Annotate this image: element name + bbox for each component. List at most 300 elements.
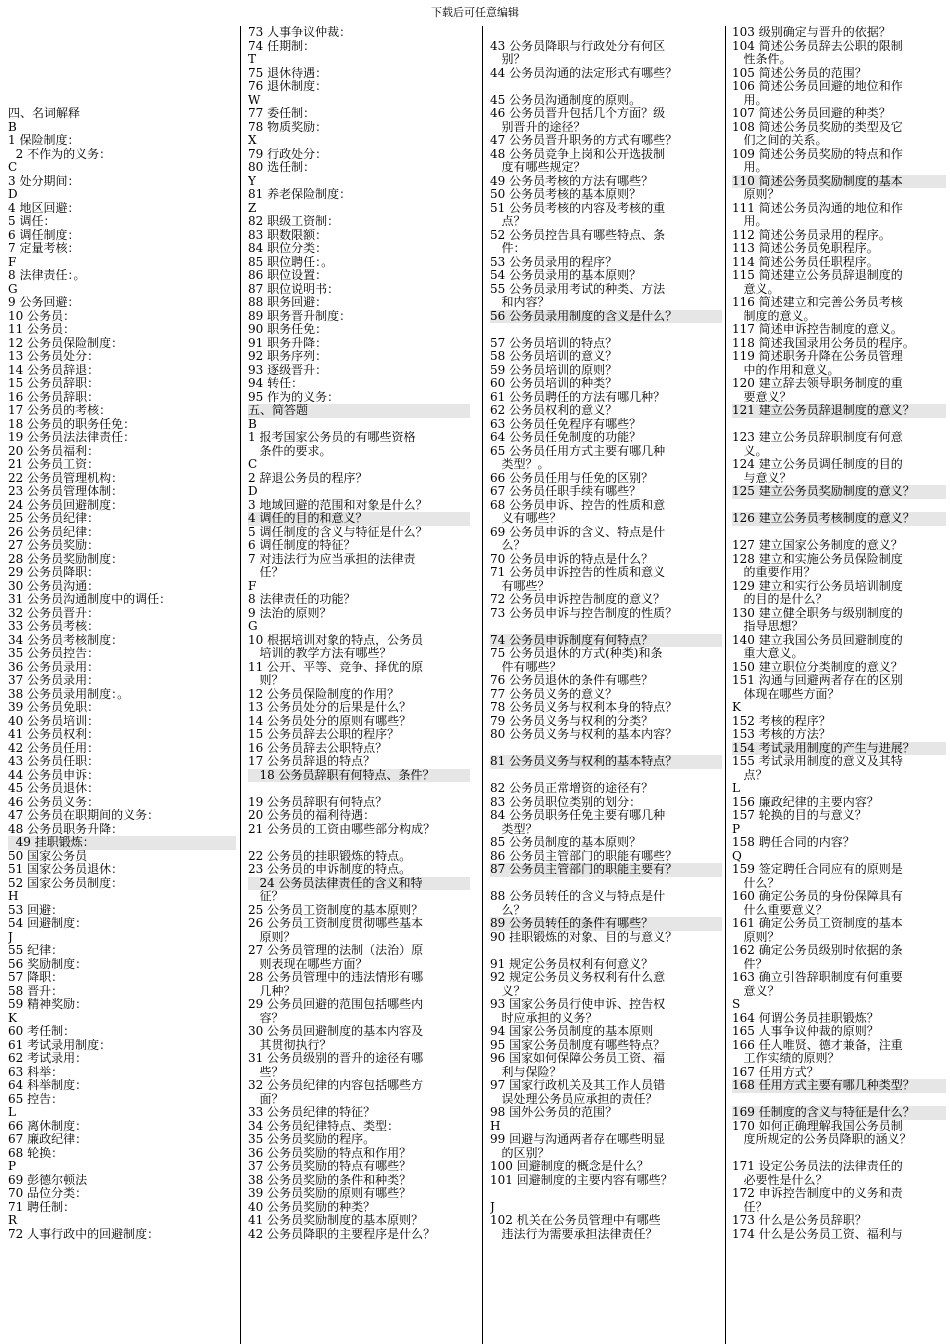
list-item: 16 公务员辞去公职特点？	[248, 741, 388, 755]
section-letter: H	[490, 1119, 501, 1133]
list-item: 原则？	[732, 930, 780, 944]
list-item: 误处理公务员应承担的责任？	[490, 1092, 658, 1106]
list-item: 83 职数限额：	[248, 228, 328, 242]
list-item: 92 规定公务员义务权利有什么意	[490, 971, 666, 984]
list-item: 53 回避：	[8, 903, 64, 917]
list-item: 9 公务回避：	[8, 296, 80, 309]
list-item: 44 公务员沟通的法定形式有哪些？	[490, 66, 678, 80]
list-item: 47 公务员在职期间的义务：	[8, 809, 160, 822]
list-item: 159 签定聘任合同应有的原则是	[732, 863, 903, 876]
list-item: 49 公务员考核的方法有哪些？	[490, 174, 654, 188]
list-item: 170 如何正确理解我国公务员制	[732, 1119, 903, 1133]
list-item: 任？	[732, 1200, 768, 1214]
list-item: 20 公务员福利：	[8, 444, 100, 458]
list-item: 10 根据培训对象的特点，公务员	[248, 633, 424, 647]
list-item: 60 公务员培训的种类？	[490, 377, 618, 390]
list-item: 70 品位分类：	[8, 1187, 88, 1200]
list-item: 60 考任制：	[8, 1025, 76, 1038]
list-item: 127 建立国家公务制度的意义？	[732, 539, 903, 552]
section-letter: P	[8, 1160, 17, 1173]
list-item: 158 聘任合同的内容？	[732, 836, 855, 849]
list-item: 时应承担的义务？	[490, 1011, 598, 1025]
section-letter: B	[8, 120, 17, 134]
list-item: 有哪些？	[490, 579, 550, 593]
list-item: 与意义？	[732, 471, 792, 485]
list-item: 76 公务员退休的条件有哪些？	[490, 674, 654, 687]
list-item: 6 调任制度：	[8, 228, 80, 242]
list-item: 80 选任制：	[248, 161, 316, 174]
list-item: 76 退休制度：	[248, 80, 328, 93]
list-item: 49 挂职锻炼：	[8, 836, 236, 850]
list-item: 44 公务员申诉：	[8, 768, 100, 782]
list-item: 29 公务员降职：	[8, 566, 100, 579]
list-item: 95 国家公务员制度有哪些特点？	[490, 1038, 666, 1052]
blank-line	[8, 80, 236, 94]
list-item: 90 挂职锻炼的对象、目的与意义？	[490, 930, 678, 944]
list-item: 124 建立公务员调任制度的目的	[732, 458, 903, 471]
section-letter: C	[8, 161, 18, 174]
list-item: 71 公务员申诉控告的性质和意义	[490, 566, 666, 579]
list-item: 102 机关在公务员管理中有哪些	[490, 1214, 661, 1227]
blank-line	[8, 40, 236, 54]
section-letter: K	[732, 701, 741, 714]
list-item: 27 公务员管理的法制（法治）原	[248, 944, 424, 957]
list-item: 79 公务员义务与权利的分类？	[490, 714, 654, 728]
list-item: 55 公务员录用考试的种类、方法	[490, 282, 666, 296]
list-item: 58 公务员培训的意义？	[490, 350, 618, 363]
list-item: 163 确立引咎辞职制度有何重要	[732, 971, 903, 984]
list-item: 52 国家公务员制度：	[8, 876, 124, 890]
list-item: 63 科举：	[8, 1065, 64, 1079]
list-item: 3 地域回避的范围和对象是什么？	[248, 498, 428, 512]
list-item: 67 廉政纪律：	[8, 1133, 88, 1146]
list-item: 26 公务员纪律：	[8, 525, 100, 539]
list-item: 38 公务员录用制度：。	[8, 687, 130, 701]
list-item: 件？	[732, 957, 768, 971]
list-item: 则表现在哪些方面？	[248, 957, 368, 971]
list-item: 174 什么是公务员工资、福利与	[732, 1227, 903, 1241]
list-item: 23 公务员的申诉制度的特点。	[248, 863, 412, 876]
list-item: 93 国家公务员行使申诉、控告权	[490, 998, 666, 1011]
list-item: 点？	[490, 215, 526, 228]
list-item: 71 聘任制：	[8, 1200, 76, 1214]
list-item: 33 公务员考核：	[8, 620, 100, 633]
section-letter: G	[248, 620, 258, 633]
list-item: 103 级别确定与晋升的依据？	[732, 26, 891, 39]
list-item: 99 回避与沟通两者存在哪些明显	[490, 1133, 666, 1146]
list-item: 85 公务员制度的基本原则？	[490, 836, 642, 849]
list-item: 重大意义。	[732, 647, 804, 660]
list-item: 75 退休待遇：	[248, 66, 328, 80]
section-letter: X	[248, 134, 257, 147]
list-item: 61 公务员聘任的方法有哪几种？	[490, 390, 666, 404]
list-item: 别晋升的途径？	[490, 120, 586, 134]
section-letter: G	[8, 282, 18, 296]
list-item: 56 公务员录用制度的含义是什么？	[490, 310, 722, 324]
list-item: 119 简述职务升降在公务员管理	[732, 350, 903, 363]
list-item: 97 国家行政机关及其工作人员错	[490, 1079, 666, 1092]
list-item: 128 建立和实施公务员保险制度	[732, 552, 903, 566]
list-item: 69 公务员申诉的含义、特点是什	[490, 525, 666, 539]
list-item: 8 法律责任：。	[8, 269, 86, 282]
list-item: 91 职务升降：	[248, 336, 328, 350]
list-item: 意义？	[732, 984, 780, 998]
list-item: 31 公务员沟通制度中的调任：	[8, 593, 172, 606]
list-item: 原则？	[248, 930, 296, 944]
list-item: 47 公务员晋升职务的方式有哪些？	[490, 134, 678, 147]
list-item: 66 公务员任用与任免的区别？	[490, 471, 654, 485]
list-item: 们之间的关系。	[732, 134, 828, 147]
list-item: 94 国家公务员制度的基本原则	[490, 1025, 654, 1038]
list-item: 用。	[732, 93, 768, 107]
list-item: 的目的是什么？	[732, 593, 828, 606]
blank-line	[490, 1187, 722, 1201]
list-item: 169 任制度的含义与特征是什么？	[732, 1106, 946, 1120]
blank-line	[490, 944, 722, 958]
list-item: 原则？	[732, 188, 780, 201]
list-item: 54 回避制度：	[8, 917, 88, 930]
blank-line	[8, 53, 236, 67]
list-item: 违法行为需要承担法律责任？	[490, 1227, 658, 1241]
list-item: 37 公务员录用：	[8, 674, 100, 687]
list-item: 35 公务员控告：	[8, 647, 100, 660]
list-item: 义？	[490, 984, 526, 998]
list-item: 19 公务员辞职有何特点？	[248, 795, 388, 809]
list-item: 必要性是什么？	[732, 1173, 828, 1187]
list-item: 45 公务员退休：	[8, 782, 100, 795]
section-letter: D	[8, 188, 18, 201]
list-item: 类型？	[490, 822, 538, 836]
list-item: 82 公务员正常增资的途径有？	[490, 782, 654, 795]
column-divider	[482, 26, 483, 1344]
list-item: 166 任人唯贤、德才兼备，注重	[732, 1038, 903, 1052]
list-item: 43 公务员任职：	[8, 755, 100, 768]
list-item: 40 公务员奖励的种类？	[248, 1200, 376, 1214]
list-item: 101 回避制度的主要内容有哪些？	[490, 1173, 673, 1187]
list-item: 什么重要意义？	[732, 903, 828, 917]
list-item: 91 规定公务员权利有何意义？	[490, 957, 654, 971]
list-item: 33 公务员纪律的特征？	[248, 1106, 376, 1119]
list-item: 172 申诉控告制度中的义务和责	[732, 1187, 903, 1200]
list-item: 50 国家公务员	[8, 849, 88, 863]
list-item: 155 考试录用制度的意义及其特	[732, 755, 903, 768]
list-item: 5 调任：	[8, 215, 56, 228]
list-item: 164 何谓公务员挂职锻炼？	[732, 1011, 879, 1025]
list-item: 什么？	[732, 876, 780, 890]
list-item: 培训的教学方法有哪些？	[248, 647, 392, 660]
section-letter: B	[248, 417, 257, 431]
blank-line	[490, 323, 722, 337]
list-item: 116 简述建立和完善公务员考核	[732, 296, 903, 309]
list-item: 12 公务员保险制度：	[8, 336, 124, 350]
list-item: 162 确定公务员级别时依据的条	[732, 944, 903, 957]
list-item: 114 简述公务员任职程序。	[732, 255, 879, 269]
list-item: 30 公务员沟通：	[8, 579, 100, 593]
blank-line	[8, 67, 236, 81]
list-item: 36 公务员奖励的特点和作用？	[248, 1146, 412, 1160]
list-item: 153 考核的方法？	[732, 728, 831, 741]
list-item: 34 公务员考核制度：	[8, 633, 124, 647]
blank-line	[248, 782, 470, 796]
list-item: 11 公开、平等、竞争、择优的原	[248, 660, 424, 674]
list-item: 51 国家公务员退休：	[8, 863, 124, 876]
list-item: 42 公务员降职的主要程序是什么？	[248, 1227, 436, 1241]
list-item: 53 公务员录用的程序？	[490, 255, 618, 269]
list-item: 74 公务员申诉制度有何特点？	[490, 634, 722, 648]
section-letter: Z	[248, 201, 257, 215]
list-item: 129 建立和实行公务员培训制度	[732, 579, 903, 593]
section-letter: R	[8, 1214, 18, 1227]
blank-line	[490, 26, 722, 40]
column-2	[248, 26, 470, 1241]
list-item: 28 公务员奖励制度：	[8, 552, 124, 566]
list-item: 111 简述公务员沟通的地位和作	[732, 201, 903, 215]
section-letter: K	[8, 1011, 17, 1025]
list-item: 62 考试录用：	[8, 1052, 88, 1065]
list-item: 17 公务员辞退的特点？	[248, 755, 376, 768]
list-item: 79 行政处分：	[248, 147, 328, 161]
list-item: 类型？。	[490, 458, 550, 471]
list-item: 23 公务员管理体制：	[8, 485, 124, 498]
section-letter: Y	[248, 174, 256, 188]
list-item: 59 公务员培训的原则？	[490, 363, 618, 377]
list-item: 109 简述公务员奖励的特点和作	[732, 147, 903, 161]
blank-line	[732, 1147, 946, 1161]
list-item: 条件的要求。	[248, 444, 332, 458]
list-item: 85 职位聘任：。	[248, 255, 334, 269]
blank-line	[732, 1093, 946, 1107]
list-item: 125 建立公务员奖励制度的意义？	[732, 485, 946, 499]
list-item: 么？	[490, 903, 526, 917]
section-letter: H	[8, 890, 19, 903]
list-item: 四、名词解释	[8, 107, 81, 120]
list-item: 24 公务员回避制度：	[8, 498, 124, 512]
list-item: 度有哪些规定？	[490, 161, 586, 174]
list-item: 75 公务员退休的方式(种类)和条	[490, 647, 663, 660]
list-item: 29 公务员回避的范围包括哪些内	[248, 998, 424, 1011]
section-letter: C	[248, 458, 258, 471]
list-item: 几种？	[248, 984, 296, 998]
list-item: 59 精神奖励：	[8, 998, 88, 1011]
list-item: 32 公务员纪律的内容包括哪些方	[248, 1079, 424, 1092]
column-divider	[725, 26, 726, 1344]
section-letter: L	[732, 782, 740, 795]
list-item: 108 简述公务员奖励的类型及它	[732, 120, 903, 134]
list-item: 168 任用方式主要有哪几种类型？	[732, 1079, 946, 1093]
list-item: 37 公务员奖励的特点有哪些？	[248, 1160, 412, 1173]
list-item: 3 处分期间：	[8, 174, 80, 188]
list-item: 体现在哪些方面？	[732, 687, 840, 701]
list-item: 2 不作为的义务：	[8, 147, 112, 161]
list-item: 89 公务员转任的条件有哪些？	[490, 917, 722, 931]
blank-line	[490, 769, 722, 783]
list-item: 62 公务员权利的意义？	[490, 404, 618, 417]
section-letter: S	[732, 998, 741, 1011]
list-item: 容？	[248, 1011, 284, 1025]
list-item: 115 简述建立公务员辞退制度的	[732, 269, 903, 282]
list-item: 22 公务员的挂职锻炼的特点。	[248, 849, 412, 863]
list-item: 87 职位说明书：	[248, 282, 340, 296]
list-item: 107 简述公务员回避的种类？	[732, 107, 891, 120]
list-item: 126 建立公务员考核制度的意义？	[732, 512, 946, 526]
list-item: 167 任用方式？	[732, 1065, 819, 1079]
list-item: 140 建立我国公务员回避制度的	[732, 633, 903, 647]
list-item: 118 简述我国录用公务员的程序。	[732, 336, 915, 350]
list-item: 么？	[490, 539, 526, 552]
list-item: 13 公务员处分：	[8, 350, 100, 363]
list-item: 性条件。	[732, 53, 792, 66]
list-item: 义有哪些？	[490, 512, 562, 525]
list-item: 25 公务员纪律：	[8, 512, 100, 525]
column-1	[8, 26, 236, 1241]
list-item: 21 公务员工资：	[8, 458, 100, 471]
list-item: 58 晋升：	[8, 984, 64, 998]
list-item: 48 公务员职务升降：	[8, 822, 124, 836]
section-letter: W	[248, 93, 261, 107]
section-letter: L	[8, 1106, 16, 1119]
list-item: 28 公务员管理中的违法情形有哪	[248, 971, 424, 984]
list-item: 6 调任制度的特征？	[248, 539, 356, 552]
list-item: 7 对违法行为应当承担的法律责	[248, 552, 416, 566]
section-letter: F	[248, 579, 257, 593]
list-item: 面？	[248, 1092, 284, 1106]
column-divider	[240, 26, 241, 1344]
list-item: 151 沟通与回避两者存在的区别	[732, 674, 903, 687]
list-item: 40 公务员培训：	[8, 714, 100, 728]
list-item: 88 公务员转任的含义与特点是什	[490, 890, 666, 903]
list-item: 112 简述公务员录用的程序。	[732, 228, 891, 242]
list-item: 16 公务员辞职：	[8, 390, 100, 404]
blank-line	[8, 26, 236, 40]
list-item: 度所规定的公务员降职的涵义？	[732, 1133, 912, 1146]
list-item: 77 委任制：	[248, 107, 316, 120]
section-letter: T	[248, 53, 257, 66]
list-item: 154 考试录用制度的产生与进展？	[732, 742, 946, 756]
list-item: 106 简述公务员回避的地位和作	[732, 80, 903, 93]
list-item: 意义。	[732, 282, 780, 296]
list-item: 4 地区回避：	[8, 201, 80, 215]
section-letter: Q	[732, 849, 742, 863]
list-item: 别？	[490, 53, 526, 66]
list-item: 57 公务员培训的特点？	[490, 336, 618, 350]
list-item: 157 轮换的目的与意义？	[732, 809, 867, 822]
list-item: 48 公务员竞争上岗和公开选拔制	[490, 147, 666, 161]
list-item: 7 定量考核：	[8, 242, 80, 255]
list-item: 的重要作用？	[732, 566, 816, 579]
list-item: 17 公务员的考核：	[8, 404, 112, 417]
list-item: 34 公务员纪律特点、类型：	[248, 1119, 400, 1133]
list-item: 39 公务员奖励的原则有哪些？	[248, 1187, 412, 1200]
list-item: 78 物质奖励：	[248, 120, 328, 134]
list-item: 171 设定公务员法的法律责任的	[732, 1160, 903, 1173]
list-item: 104 简述公务员辞去公职的限制	[732, 39, 903, 53]
blank-line	[490, 620, 722, 634]
list-item: 81 公务员义务与权利的基本特点？	[490, 755, 722, 769]
list-item: 84 公务员职务任免主要有哪几种	[490, 809, 666, 822]
list-item: 18 公务员的职务任免：	[8, 417, 136, 431]
list-item: 14 公务员辞退：	[8, 363, 100, 377]
section-letter: J	[490, 1200, 495, 1214]
list-item: 74 任期制：	[248, 39, 316, 53]
list-item: 72 公务员申诉控告制度的意义？	[490, 593, 666, 606]
list-item: 件：	[490, 242, 526, 255]
list-item: 1 报考国家公务员的有哪些资格	[248, 431, 416, 444]
list-item: 要意义？	[732, 390, 792, 404]
list-item: 161 确定公务员工资制度的基本	[732, 917, 903, 930]
blank-line	[732, 418, 946, 432]
section-letter: J	[8, 930, 13, 944]
list-item: 30 公务员回避制度的基本内容及	[248, 1025, 424, 1038]
list-item: 96 国家如何保障公务员工资、福	[490, 1052, 666, 1065]
list-item: 93 逐级晋升：	[248, 363, 328, 377]
list-item: 64 科举制度：	[8, 1079, 88, 1092]
list-item: 15 公务员辞去公职的程序？	[248, 728, 400, 741]
list-item: 件有哪些？	[490, 660, 562, 674]
list-item: 的区别？	[490, 1146, 550, 1160]
list-item: 35 公务员奖励的程序。	[248, 1133, 376, 1146]
list-item: 征？	[248, 890, 284, 903]
list-item: 120 建立辞去领导职务制度的重	[732, 377, 903, 390]
list-item: 165 人事争议仲裁的原则？	[732, 1025, 879, 1038]
list-item: 67 公务员任职手续有哪些？	[490, 485, 642, 498]
blank-line	[490, 80, 722, 94]
list-item: 56 奖励制度：	[8, 957, 88, 971]
list-item: 41 公务员权利：	[8, 728, 100, 741]
column-3	[490, 26, 722, 1241]
list-item: 26 公务员工资制度贯彻哪些基本	[248, 917, 424, 930]
list-item: 81 养老保险制度：	[248, 188, 352, 201]
list-item: 77 公务员义务的意义？	[490, 687, 618, 701]
list-item: 五、简答题	[248, 404, 470, 418]
list-item: 21 公务员的工资由哪些部分构成？	[248, 822, 436, 836]
list-item: 73 人事争议仲裁：	[248, 26, 352, 39]
list-item: 61 考试录用制度：	[8, 1038, 112, 1052]
list-item: 121 建立公务员辞退制度的意义？	[732, 404, 946, 418]
list-item: 11 公务员：	[8, 323, 76, 336]
list-item: 8 法律责任的功能？	[248, 593, 356, 606]
list-item: 用。	[732, 215, 768, 228]
blank-line	[732, 499, 946, 513]
list-item: 55 纪律：	[8, 944, 64, 957]
list-item: 制度的意义。	[732, 309, 816, 323]
list-item: 则？	[248, 674, 284, 687]
list-item: 中的作用和意义。	[732, 363, 840, 377]
list-item: 52 公务员控告具有哪些特点、条	[490, 228, 666, 242]
blank-line	[732, 526, 946, 540]
list-item: 42 公务员任用：	[8, 741, 100, 755]
list-item: 其贯彻执行？	[248, 1038, 332, 1052]
list-item: 任？	[248, 566, 284, 579]
list-item: 83 公务员职位类别的划分：	[490, 795, 642, 809]
list-item: 点？	[732, 768, 768, 782]
list-item: 些？	[248, 1065, 284, 1079]
list-item: 38 公务员奖励的条件和种类？	[248, 1173, 412, 1187]
blank-line	[490, 742, 722, 756]
blank-line	[8, 94, 236, 108]
list-item: 2 辞退公务员的程序？	[248, 471, 368, 485]
list-item: 64 公务员任免制度的功能？	[490, 431, 642, 444]
list-item: 13 公务员处分的后果是什么？	[248, 701, 412, 714]
list-item: 160 确定公务员的身份保障具有	[732, 890, 903, 903]
list-item: 123 建立公务员辞职制度有何意	[732, 431, 903, 444]
list-item: 70 公务员申诉的特点是什么？	[490, 552, 654, 566]
list-item: 5 调任制度的含义与特征是什么？	[248, 525, 428, 539]
list-item: 41 公务员奖励制度的基本原则？	[248, 1214, 424, 1227]
list-item: 14 公务员处分的原则有哪些？	[248, 714, 412, 728]
list-item: 90 职务任免：	[248, 323, 328, 336]
list-item: 110 简述公务员奖励制度的基本	[732, 175, 946, 189]
list-item: 89 职务晋升制度：	[248, 309, 352, 323]
